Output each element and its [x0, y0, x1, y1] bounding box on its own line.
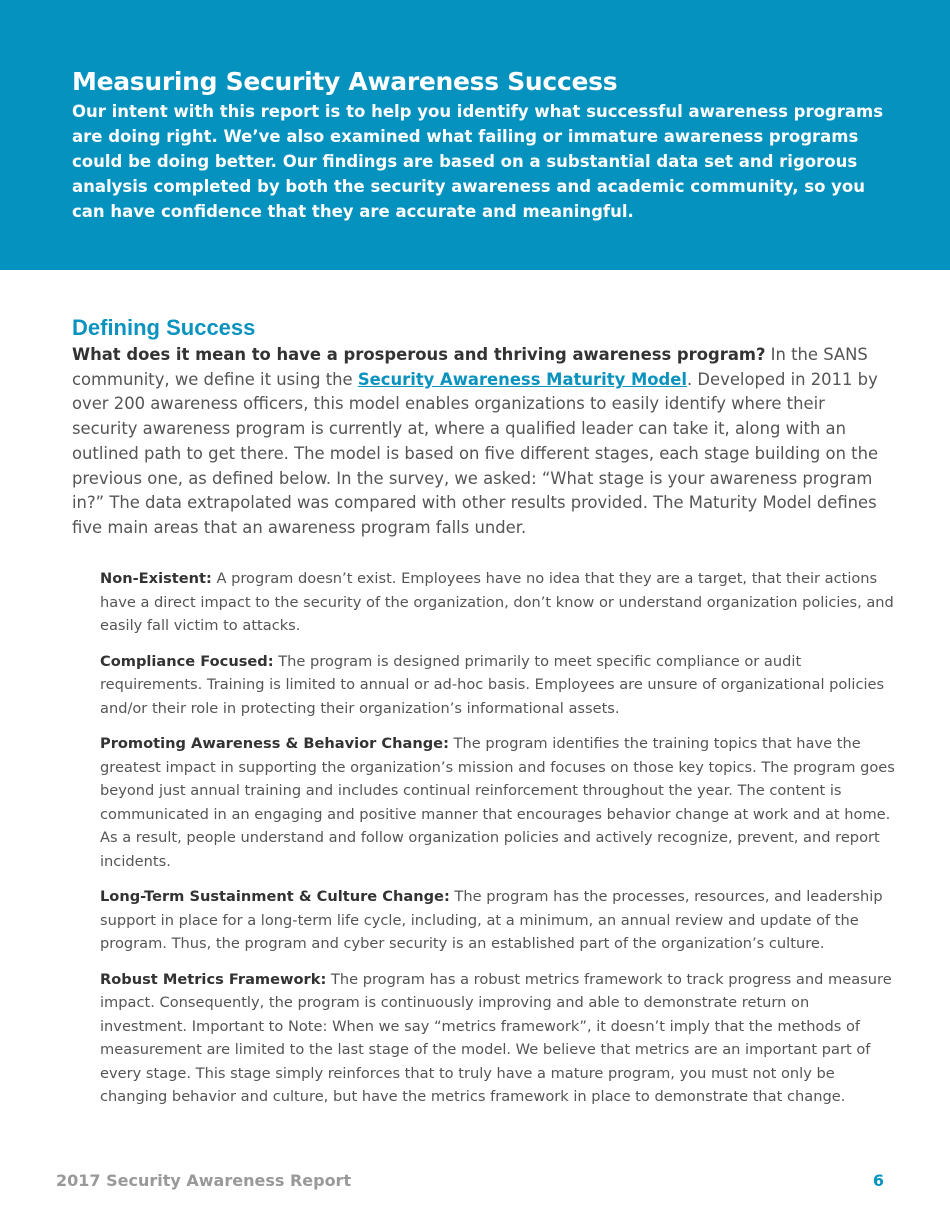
section-heading: Defining Success	[72, 315, 256, 340]
body-text: . Developed in 2011 by over 200 awareness officers, this model enables organizations to easily identify where their security awareness program is currently at, where a qualified leader can take it, along with an outlined path to get there. The model is based on five different stages, each stage building on the previous one, as defined below. In the survey, we asked: “What stage is your awareness program in?” The data extrapolated was compared with other results provided. The Maturity Model defines five main areas that an awareness program falls under.	[72, 369, 879, 537]
footer-report-title: 2017 Security Awareness Report	[56, 1171, 352, 1190]
stage-item	[100, 732, 900, 873]
stage-item	[100, 885, 900, 956]
stage-description: The program identifies the training topics that have the greatest impact in supporting the organization’s mission and focuses on those key topics. The program goes beyond just annual training and includes continual reinforcement throughout the year. The content is communicated in an engaging and positive manner that encourages behavior change at work and at home. As a result, people understand and follow organization policies and actively recognize, prevent, and report incidents.	[100, 735, 895, 870]
stage-list	[100, 567, 900, 1121]
header-banner	[0, 0, 950, 270]
page-number: 6	[872, 1171, 884, 1190]
stage-description: The program has the processes, resources, and leadership support in place for a long-term life cycle, including, at a minimum, an annual review and update of the program. Thus, the program and cyber security is an established part of the organization’s culture.	[100, 888, 883, 952]
stage-description: A program doesn’t exist. Employees have no idea that they are a target, that their actions have a direct impact to the security of the organization, don’t know or understand organization policies, and easily fall victim to attacks.	[100, 570, 894, 634]
section-paragraph	[72, 343, 892, 541]
page-title: Measuring Security Awareness Success	[72, 67, 618, 96]
stage-description: The program has a robust metrics framework to track progress and measure impact. Consequently, the program is continuously improving and able to demonstrate return on investment. Important to Note: When we say “metrics framework”, it doesn’t imply that the methods of measurement are limited to the last stage of the model. We believe that metrics are an important part of every stage. This stage simply reinforces that to truly have a mature program, you must not only be changing behavior and culture, but have the metrics framework in place to demonstrate that change.	[100, 970, 892, 1105]
stage-item	[100, 650, 900, 721]
stage-item	[100, 567, 900, 638]
stage-description: The program is designed primarily to meet specific compliance or audit requirements. Training is limited to annual or ad-hoc basis. Employees are unsure of organizational policies and/or their role in protecting their organization’s informational assets.	[100, 652, 885, 717]
stage-item	[100, 968, 900, 1109]
intro-paragraph: Our intent with this report is to help you identify what successful awareness programs are doing right. We’ve also examined what failing or immature awareness programs could be doing better. Our findings are based on a substantial data set and rigorous analysis completed by both the security awareness and academic community, so you can have confidence that they are accurate and meaningful.	[72, 102, 884, 221]
body-text: In the SANS community, we define it using the	[72, 345, 868, 389]
stage-name: Non-Existent:	[100, 570, 212, 587]
stage-name: Long-Term Sustainment & Culture Change:	[100, 888, 450, 905]
lead-question: What does it mean to have a prosperous and thriving awareness program?	[72, 345, 766, 364]
stage-name: Robust Metrics Framework:	[100, 970, 327, 988]
stage-name: Promoting Awareness & Behavior Change:	[100, 735, 449, 752]
maturity-model-link[interactable]: Security Awareness Maturity Model	[357, 369, 687, 389]
stage-name: Compliance Focused:	[100, 652, 274, 670]
